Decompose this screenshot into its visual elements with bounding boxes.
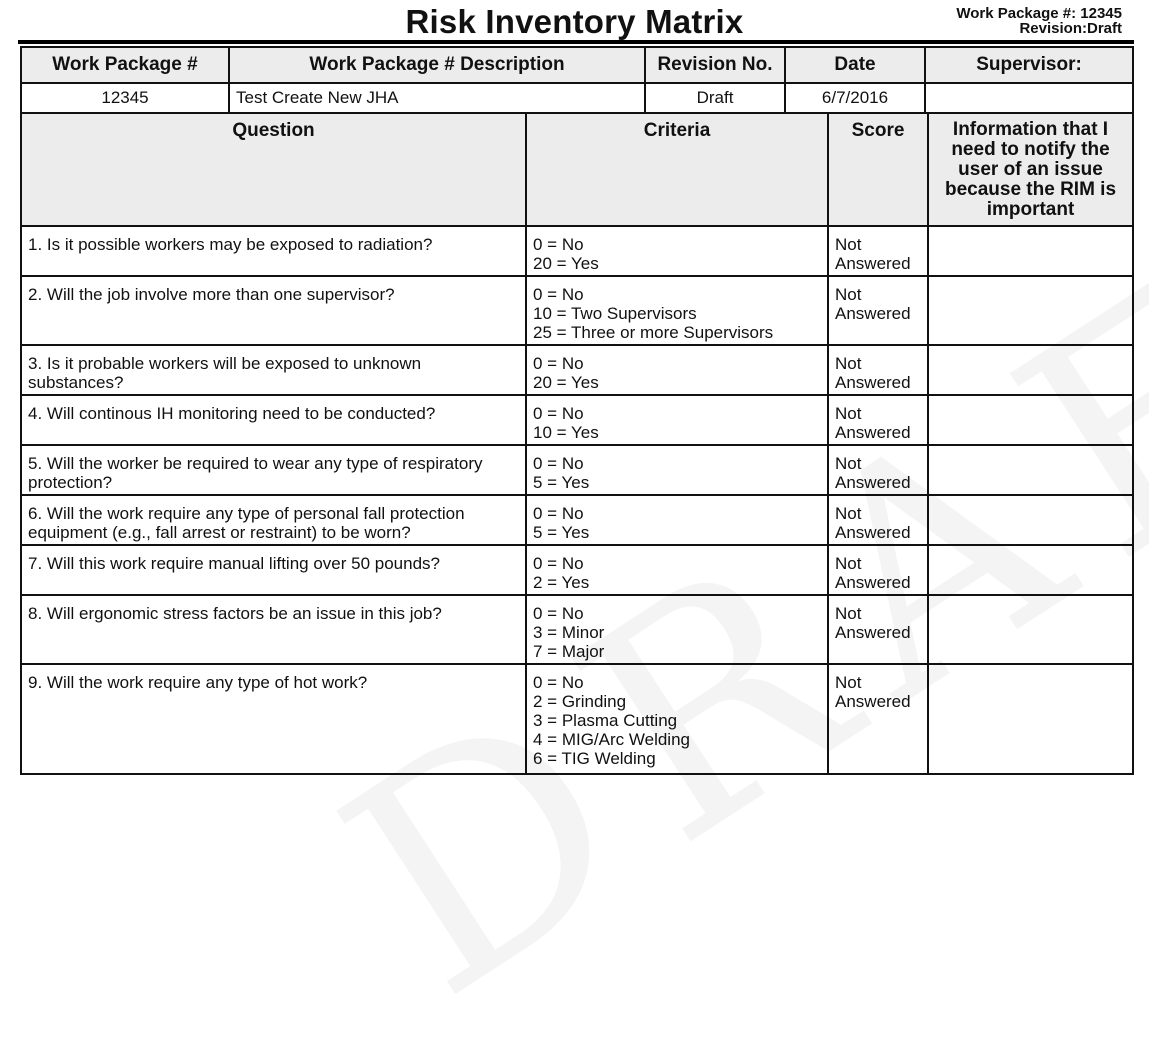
- question-cell: 5. Will the worker be required to wear any type of respiratory protection?: [21, 445, 526, 495]
- header-col-description: Work Package # Description: [229, 47, 645, 83]
- table-row: [21, 395, 1133, 445]
- criteria-option: 6 = TIG Welding: [533, 749, 656, 768]
- criteria-option: 10 = Yes: [533, 423, 599, 442]
- info-cell: [928, 395, 1133, 445]
- table-row: [21, 226, 1133, 276]
- criteria-option: 0 = No: [533, 404, 584, 423]
- criteria-option: 10 = Two Supervisors: [533, 304, 697, 323]
- document-title: Risk Inventory Matrix: [405, 3, 744, 40]
- info-cell: [928, 545, 1133, 595]
- score-cell: Not Answered: [828, 495, 928, 545]
- score-cell: Not Answered: [828, 445, 928, 495]
- score-cell: Not Answered: [828, 545, 928, 595]
- table-row: [21, 545, 1133, 595]
- info-cell: [928, 226, 1133, 276]
- col-criteria: Criteria: [526, 113, 828, 226]
- header-col-revision: Revision No.: [645, 47, 785, 83]
- criteria-option: 3 = Plasma Cutting: [533, 711, 678, 730]
- score-cell: Not Answered: [828, 395, 928, 445]
- question-cell: 3. Is it probable workers will be exposed to unknown substances?: [21, 345, 526, 395]
- criteria-cell: [526, 664, 828, 774]
- matrix-body: [21, 226, 1133, 774]
- score-cell: Not Answered: [828, 664, 928, 774]
- criteria-option: 2 = Yes: [533, 573, 590, 592]
- criteria-option: 2 = Grinding: [533, 692, 627, 711]
- header-col-supervisor: Supervisor:: [925, 47, 1133, 83]
- score-cell: Not Answered: [828, 595, 928, 664]
- question-cell: 8. Will ergonomic stress factors be an issue in this job?: [21, 595, 526, 664]
- info-cell: [928, 276, 1133, 345]
- risk-matrix-table: [20, 112, 1134, 775]
- col-score: Score: [828, 113, 928, 226]
- info-cell: [928, 345, 1133, 395]
- criteria-option: 5 = Yes: [533, 473, 590, 492]
- criteria-option: 0 = No: [533, 504, 584, 523]
- criteria-cell: [526, 545, 828, 595]
- meta-revision: Revision:Draft: [1019, 20, 1122, 37]
- criteria-cell: [526, 226, 828, 276]
- meta-work-package: Work Package #: 12345: [956, 5, 1122, 22]
- criteria-option: 0 = No: [533, 604, 584, 623]
- question-cell: 1. Is it possible workers may be exposed to radiation?: [21, 226, 526, 276]
- criteria-option: 7 = Major: [533, 642, 605, 661]
- criteria-option: 20 = Yes: [533, 373, 599, 392]
- header-value-work-package: 12345: [21, 83, 229, 113]
- info-cell: [928, 445, 1133, 495]
- criteria-option: 0 = No: [533, 235, 584, 254]
- header-value-supervisor: [925, 83, 1133, 113]
- criteria-option: 4 = MIG/Arc Welding: [533, 730, 690, 749]
- criteria-option: 0 = No: [533, 554, 584, 573]
- criteria-option: 20 = Yes: [533, 254, 599, 273]
- criteria-cell: [526, 345, 828, 395]
- info-cell: [928, 664, 1133, 774]
- table-row: [21, 664, 1133, 774]
- header-value-description: Test Create New JHA: [229, 83, 645, 113]
- question-cell: 2. Will the job involve more than one supervisor?: [21, 276, 526, 345]
- table-row: [21, 445, 1133, 495]
- question-cell: 9. Will the work require any type of hot work?: [21, 664, 526, 774]
- criteria-cell: [526, 595, 828, 664]
- info-cell: [928, 595, 1133, 664]
- question-cell: 7. Will this work require manual lifting over 50 pounds?: [21, 545, 526, 595]
- table-row: [21, 495, 1133, 545]
- criteria-cell: [526, 276, 828, 345]
- score-cell: Not Answered: [828, 345, 928, 395]
- score-cell: Not Answered: [828, 226, 928, 276]
- criteria-option: 0 = No: [533, 354, 584, 373]
- header-value-revision: Draft: [645, 83, 785, 113]
- table-row: [21, 276, 1133, 345]
- criteria-cell: [526, 395, 828, 445]
- header-table: [20, 46, 1134, 114]
- criteria-option: 25 = Three or more Supervisors: [533, 323, 774, 342]
- criteria-cell: [526, 495, 828, 545]
- header-col-date: Date: [785, 47, 925, 83]
- score-cell: Not Answered: [828, 276, 928, 345]
- table-row: [21, 345, 1133, 395]
- criteria-option: 0 = No: [533, 454, 584, 473]
- header-col-work-package: Work Package #: [21, 47, 229, 83]
- criteria-option: 5 = Yes: [533, 523, 590, 542]
- question-cell: 4. Will continous IH monitoring need to be conducted?: [21, 395, 526, 445]
- question-cell: 6. Will the work require any type of personal fall protection equipment (e.g., fall arrest or restraint) to be worn?: [21, 495, 526, 545]
- criteria-option: 0 = No: [533, 285, 584, 304]
- header-value-date: 6/7/2016: [785, 83, 925, 113]
- col-info: Information that I need to notify the user of an issue because the RIM is important: [928, 113, 1133, 226]
- criteria-option: 0 = No: [533, 673, 584, 692]
- document-meta: [956, 6, 1122, 36]
- title-rule: [18, 40, 1134, 44]
- col-question: Question: [21, 113, 526, 226]
- criteria-option: 3 = Minor: [533, 623, 605, 642]
- table-row: [21, 595, 1133, 664]
- info-cell: [928, 495, 1133, 545]
- criteria-cell: [526, 445, 828, 495]
